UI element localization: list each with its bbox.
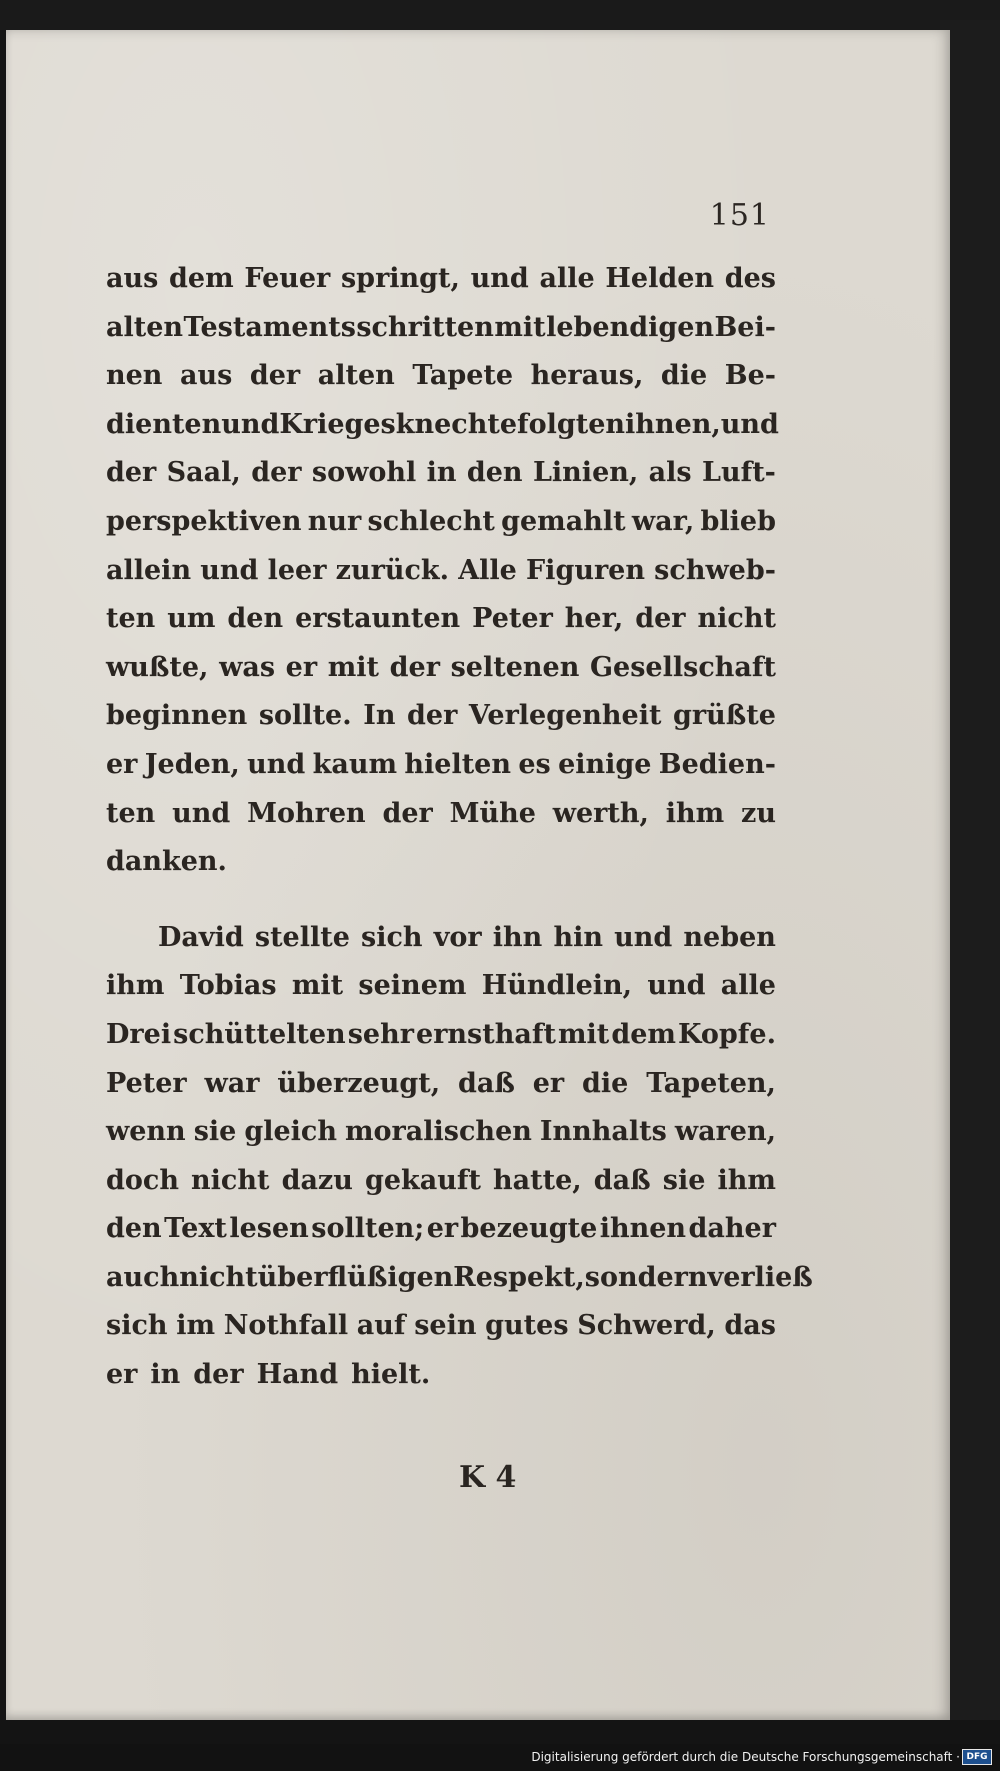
word: Verlegenheit — [468, 700, 662, 732]
word: gekauft — [364, 1164, 481, 1196]
text-line — [106, 498, 776, 547]
text-line — [106, 1205, 776, 1254]
text-line — [106, 449, 776, 498]
text-line — [106, 304, 776, 353]
word: der — [193, 1359, 244, 1391]
word: Helden — [605, 263, 715, 294]
word: moralischen — [344, 1116, 532, 1148]
word: hatte, — [493, 1164, 582, 1196]
word: Bedien- — [658, 748, 776, 780]
word: und — [614, 921, 673, 953]
word: ernsthaft — [416, 1018, 556, 1050]
word: leer — [267, 554, 327, 586]
word: als — [648, 457, 692, 489]
word: Tobias — [179, 970, 277, 1002]
word: Schwerd, — [577, 1310, 716, 1342]
word: Hündlein, — [481, 970, 633, 1002]
word: ihn — [492, 921, 543, 953]
word: dienten — [106, 408, 222, 440]
word: und — [470, 263, 529, 294]
word: heraus, — [530, 360, 644, 392]
word: David — [158, 921, 244, 953]
word: der — [249, 360, 301, 392]
word: waren, — [674, 1116, 776, 1148]
word: ihm — [717, 1164, 776, 1196]
word: hielten — [404, 748, 511, 780]
word: und — [720, 408, 779, 440]
word: Peter — [106, 1067, 187, 1099]
word: nur — [307, 505, 362, 537]
word: Drei — [106, 1018, 172, 1050]
word: Luft- — [701, 457, 776, 489]
word: war — [204, 1067, 260, 1099]
word: der — [407, 700, 458, 732]
word: auf — [356, 1310, 406, 1342]
word: beginnen — [106, 700, 248, 732]
text-line — [106, 1011, 776, 1060]
word: Testaments — [183, 311, 356, 343]
word: schlecht — [367, 505, 495, 537]
word: seinem — [358, 970, 467, 1002]
word: er — [426, 1213, 459, 1245]
word: einige — [558, 748, 652, 780]
word: alten — [317, 360, 395, 392]
body-text — [106, 255, 813, 1400]
word: sich — [106, 1310, 168, 1342]
word: mit — [327, 651, 380, 683]
word: es — [518, 748, 551, 780]
text-line — [106, 352, 776, 401]
word: mit — [494, 311, 546, 343]
text-line — [106, 914, 776, 963]
word: den — [466, 457, 523, 489]
word: Feuer — [244, 263, 331, 294]
text-line — [106, 1157, 776, 1206]
word: Text — [164, 1213, 227, 1245]
text-line — [106, 547, 776, 596]
word: grüßte — [673, 700, 776, 732]
signature-mark: K 4 — [459, 1460, 517, 1495]
word: dem — [169, 263, 234, 294]
text-line — [106, 595, 776, 644]
text-line — [106, 692, 776, 741]
word: Respekt, — [453, 1261, 585, 1293]
paragraph-gap — [106, 887, 776, 914]
word: er — [106, 748, 138, 780]
word: überflüßigen — [257, 1261, 454, 1293]
word: das — [724, 1310, 776, 1342]
word: Linien, — [532, 457, 639, 489]
word: blieb — [700, 505, 776, 537]
footer-credit: Digitalisierung gefördert durch die Deutsche Forschungsgemeinschaft · — [531, 1750, 960, 1764]
word: der — [106, 457, 157, 489]
word: erstaunten — [295, 603, 461, 635]
word: Peter — [472, 603, 553, 635]
word: ihnen — [599, 1213, 687, 1245]
word: Gesellschaft — [589, 651, 776, 683]
word: alle — [539, 263, 595, 294]
word: Tapeten, — [646, 1067, 776, 1099]
word: Figuren — [526, 554, 645, 586]
word: springt, — [340, 263, 460, 294]
word: aus — [106, 263, 159, 294]
word: gleich — [244, 1116, 337, 1148]
word: er — [532, 1067, 565, 1099]
text-line — [106, 644, 776, 693]
word: auch — [106, 1261, 180, 1293]
word: Nothfall — [223, 1310, 349, 1342]
word: verließ — [707, 1261, 813, 1293]
word: Tapete — [412, 360, 514, 392]
word: er — [285, 651, 318, 683]
word: daher — [688, 1213, 776, 1245]
word: daß — [458, 1067, 515, 1099]
word: Saal, — [166, 457, 241, 489]
word: war, — [631, 505, 695, 537]
word: lebendigen — [546, 311, 715, 343]
word: daß — [593, 1164, 651, 1196]
word: sondern — [584, 1261, 708, 1293]
word: sein — [414, 1310, 477, 1342]
word: ihm — [106, 970, 165, 1002]
word: der — [389, 651, 440, 683]
word: in — [426, 457, 457, 489]
word: in — [150, 1359, 181, 1391]
word: sie — [662, 1164, 706, 1196]
text-line — [106, 1254, 813, 1303]
word: und — [247, 748, 306, 780]
word: nicht — [697, 603, 776, 635]
word: der — [251, 457, 302, 489]
word: zu — [741, 797, 776, 829]
word: neben — [683, 921, 776, 953]
text-line — [106, 790, 776, 839]
word: doch — [106, 1164, 179, 1196]
word: und — [647, 970, 706, 1002]
word: schüttelten — [173, 1018, 346, 1050]
word: allein — [106, 554, 192, 586]
word: nicht — [179, 1261, 258, 1293]
text-line — [106, 741, 776, 790]
word: ihnen, — [625, 408, 721, 440]
text-line — [106, 1351, 776, 1400]
text-line — [106, 1302, 776, 1351]
word: seltenen — [450, 651, 580, 683]
word: Mühe — [449, 797, 536, 829]
book-page — [6, 30, 950, 1720]
word: zurück. — [335, 554, 449, 586]
word: den — [106, 1213, 162, 1245]
word: wußte, — [106, 651, 209, 683]
word: die — [582, 1067, 629, 1099]
word: alle — [720, 970, 776, 1002]
word: Mohren — [247, 797, 366, 829]
word: dem — [611, 1018, 676, 1050]
text-line — [106, 255, 776, 304]
word: sich — [361, 921, 423, 953]
word: perspektiven — [106, 505, 302, 537]
word: Bei- — [714, 311, 776, 343]
word: des — [724, 263, 776, 294]
word: stellte — [254, 921, 350, 953]
word: hielt. — [351, 1359, 431, 1391]
word: der — [382, 797, 433, 829]
word: vor — [433, 921, 482, 953]
text-line — [106, 1108, 776, 1157]
text-line — [106, 1060, 776, 1109]
word: schritten — [356, 311, 494, 343]
word: mit — [291, 970, 344, 1002]
word: im — [176, 1310, 216, 1342]
text-line — [106, 962, 776, 1011]
word: sollte. — [258, 700, 352, 732]
word: lesen — [229, 1213, 309, 1245]
dfg-logo-icon: DFG — [962, 1749, 992, 1765]
word: und — [200, 554, 259, 586]
word: kaum — [312, 748, 398, 780]
word: die — [660, 360, 708, 392]
word: gutes — [485, 1310, 569, 1342]
word: schweb- — [654, 554, 776, 586]
word: hin — [553, 921, 603, 953]
word: was — [219, 651, 276, 683]
word: nen — [106, 360, 163, 392]
word: her, — [564, 603, 624, 635]
word: In — [363, 700, 396, 732]
word: ten — [106, 797, 156, 829]
word: Hand — [256, 1359, 339, 1391]
word: alten — [106, 311, 184, 343]
word: Jeden, — [144, 748, 240, 780]
word: und — [172, 797, 231, 829]
word: er — [106, 1359, 138, 1391]
word: dazu — [281, 1164, 353, 1196]
page-number: 151 — [709, 198, 770, 233]
text-line — [106, 838, 776, 887]
word: wenn — [106, 1116, 186, 1148]
word: danken. — [106, 846, 227, 878]
word: sie — [193, 1116, 237, 1148]
word: Kriegesknechte — [279, 408, 517, 440]
word: sowohl — [311, 457, 417, 489]
word: Be- — [724, 360, 776, 392]
word: mit — [557, 1018, 610, 1050]
word: Alle — [458, 554, 517, 586]
word: überzeugt, — [277, 1067, 441, 1099]
word: und — [221, 408, 280, 440]
word: den — [227, 603, 284, 635]
word: ihm — [665, 797, 725, 829]
word: Kopfe. — [678, 1018, 776, 1050]
word: sehr — [347, 1018, 414, 1050]
word: gemahlt — [501, 505, 626, 537]
word: der — [635, 603, 686, 635]
word: um — [167, 603, 216, 635]
word: ten — [106, 603, 156, 635]
word: bezeugte — [460, 1213, 598, 1245]
text-line — [106, 401, 779, 450]
word: werth, — [552, 797, 649, 829]
word: aus — [180, 360, 233, 392]
word: sollten; — [311, 1213, 425, 1245]
word: Innhalts — [539, 1116, 667, 1148]
word: folgten — [517, 408, 626, 440]
scanner-background-top — [0, 0, 1000, 30]
word: nicht — [191, 1164, 270, 1196]
